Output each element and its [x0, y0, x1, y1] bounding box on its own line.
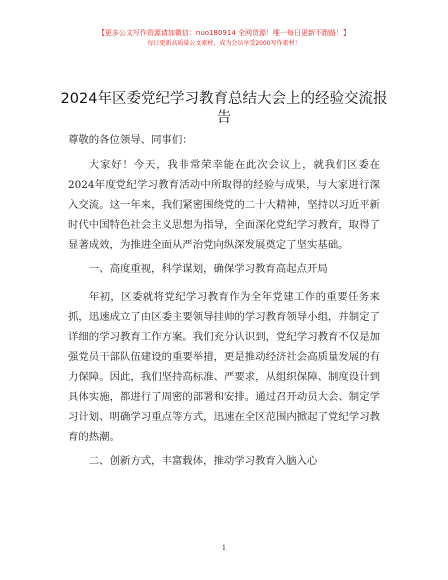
paragraph-opening: 大家好！今天，我非常荣幸能在此次会议上，就我们区委在2024年度党纪学习教育活动中所取得的经验与成果，与大家进行深入交流。这一年来，我们紧密围绕党的二十大精神，坚持以习近平新时代中国特色社会主义思想为指导，全面深化党纪学习教育，取得了显著成效，为推进全面从严治党向纵深发展奠定了坚实基础。 — [68, 159, 380, 251]
promo-banner — [0, 28, 448, 49]
paragraph-section-1: 年初，区委就将党纪学习教育作为全年党建工作的重要任务来抓，迅速成立了由区委主要领导挂帅的学习教育领导小组，并制定了详细的学习教育工作方案。我们充分认识到，党纪学习教育不仅是加强党员干部队伍建设的重要举措，更是推动经济社会高质量发展的有力保障。因此，我们坚持高标准、严要求，从组织保障、制度设计到具体实施，都进行了周密的部署和安排。通过召开动员大会、制定学习计划、明确学习重点等方式，迅速在全区范围内掀起了党纪学习教育的热潮。 — [68, 291, 380, 443]
promo-banner-line-2: 每日更新高质量公文素材，成为会员享受2000写作素材！ — [147, 40, 301, 47]
section-heading-1: 一、高度重视，科学谋划，确保学习教育高起点开局 — [88, 263, 328, 275]
document-title: 2024年区委党纪学习教育总结大会上的经验交流报告 — [60, 91, 388, 126]
salutation: 尊敬的各位领导、同事们： — [68, 134, 193, 146]
promo-banner-line-1: 【更多公文写作资源请加微信：nuo180914 全网货源！唯一每日更新不跑路！】 — [97, 29, 351, 37]
page-number: 1 — [221, 544, 227, 552]
section-heading-2: 二、创新方式，丰富载体，推动学习教育入脑入心 — [88, 455, 318, 467]
document-body — [68, 130, 380, 479]
